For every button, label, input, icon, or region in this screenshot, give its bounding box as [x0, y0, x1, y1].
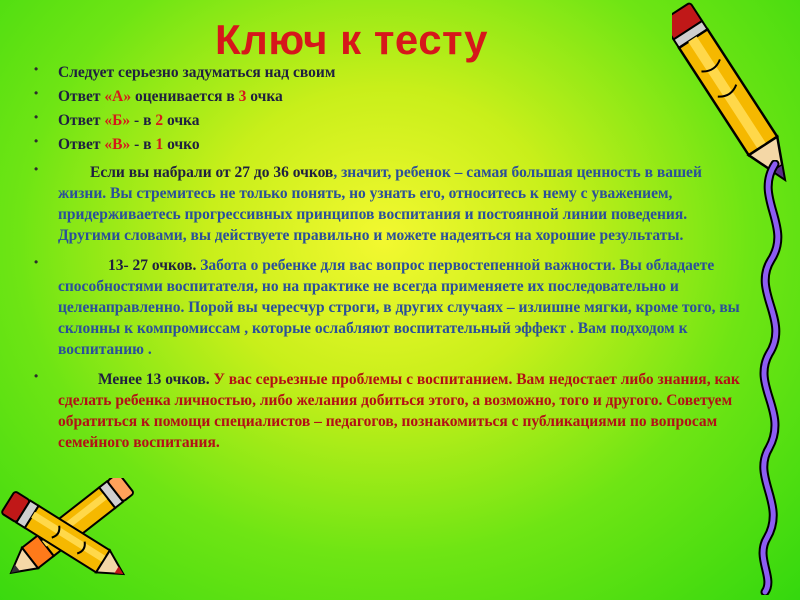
answer-label: «А»	[104, 88, 132, 105]
answer-label: «Б»	[104, 112, 131, 129]
bullet-icon: •	[34, 86, 39, 100]
bullet-icon: •	[34, 134, 39, 148]
item-text	[58, 88, 283, 105]
item-mid: оценивается в	[131, 88, 239, 105]
result-text	[58, 255, 740, 360]
item-tail: очко	[163, 136, 200, 153]
result-body: , значит, ребенок – самая большая ценность в вашей жизни. Вы стремитесь не только понять, но узнать его, относитесь к нему с уважением, придерживаетесь прогрессивных принципов воспитания и постоянной линии поведения. Другими словами, вы действуете правильно и можете надеяться на хорошие результаты.	[58, 164, 702, 244]
result-item-high	[34, 162, 740, 246]
bullet-icon: •	[34, 162, 39, 176]
result-item-medium	[34, 255, 740, 360]
item-lead: Ответ	[58, 88, 105, 105]
slide-title: Ключ к тесту	[215, 16, 489, 63]
list-item	[34, 62, 740, 86]
item-tail: очка	[246, 88, 283, 105]
result-item-low	[34, 369, 740, 453]
item-text	[58, 136, 200, 153]
score-value: 2	[155, 112, 164, 129]
content-list	[34, 62, 740, 462]
score-value: 1	[155, 136, 164, 153]
result-heading: Если вы набрали от 27 до 36 очков	[90, 164, 334, 181]
score-value: 3	[238, 88, 247, 105]
result-heading: Менее 13 очков.	[98, 371, 210, 388]
list-item	[34, 134, 740, 158]
bullet-icon: •	[34, 369, 39, 383]
list-item	[34, 86, 740, 110]
result-text	[58, 162, 740, 246]
result-text	[58, 369, 740, 453]
bullet-icon: •	[34, 255, 39, 269]
item-text	[58, 112, 200, 129]
squiggle-icon	[745, 160, 800, 595]
answer-label: «В»	[104, 136, 131, 153]
pencils-icon	[0, 478, 150, 600]
item-tail: очка	[163, 112, 200, 129]
item-lead: Ответ	[58, 136, 105, 153]
item-mid: - в	[130, 136, 156, 153]
result-body: Забота о ребенке для вас вопрос первостепенной важности. Вы обладаете способностями воспитателя, но на практике не всегда применяете их последовательно и целенаправленно. Порой вы чересчур строги, в других случаях – излишне мягки, кроме того, вы склонны к компромиссам , которые ослабляют воспитательный эффект . Вам подходом к воспитанию .	[58, 257, 740, 358]
item-text: Следует серьезно задуматься над своим	[58, 64, 336, 81]
list-item	[34, 110, 740, 134]
result-body: У вас серьезные проблемы с воспитанием. Вам недостает либо знания, как сделать ребенка личностью, либо желания добиться этого, а возможно, того и другого. Советуем обратиться к помощи специалистов – педагогов, познакомиться с публикациями по вопросам семейного воспитания.	[58, 371, 740, 451]
bullet-icon: •	[34, 62, 39, 76]
bullet-icon: •	[34, 110, 39, 124]
item-lead: Ответ	[58, 112, 105, 129]
item-mid: - в	[130, 112, 156, 129]
result-heading: 13- 27 очков.	[108, 257, 197, 274]
